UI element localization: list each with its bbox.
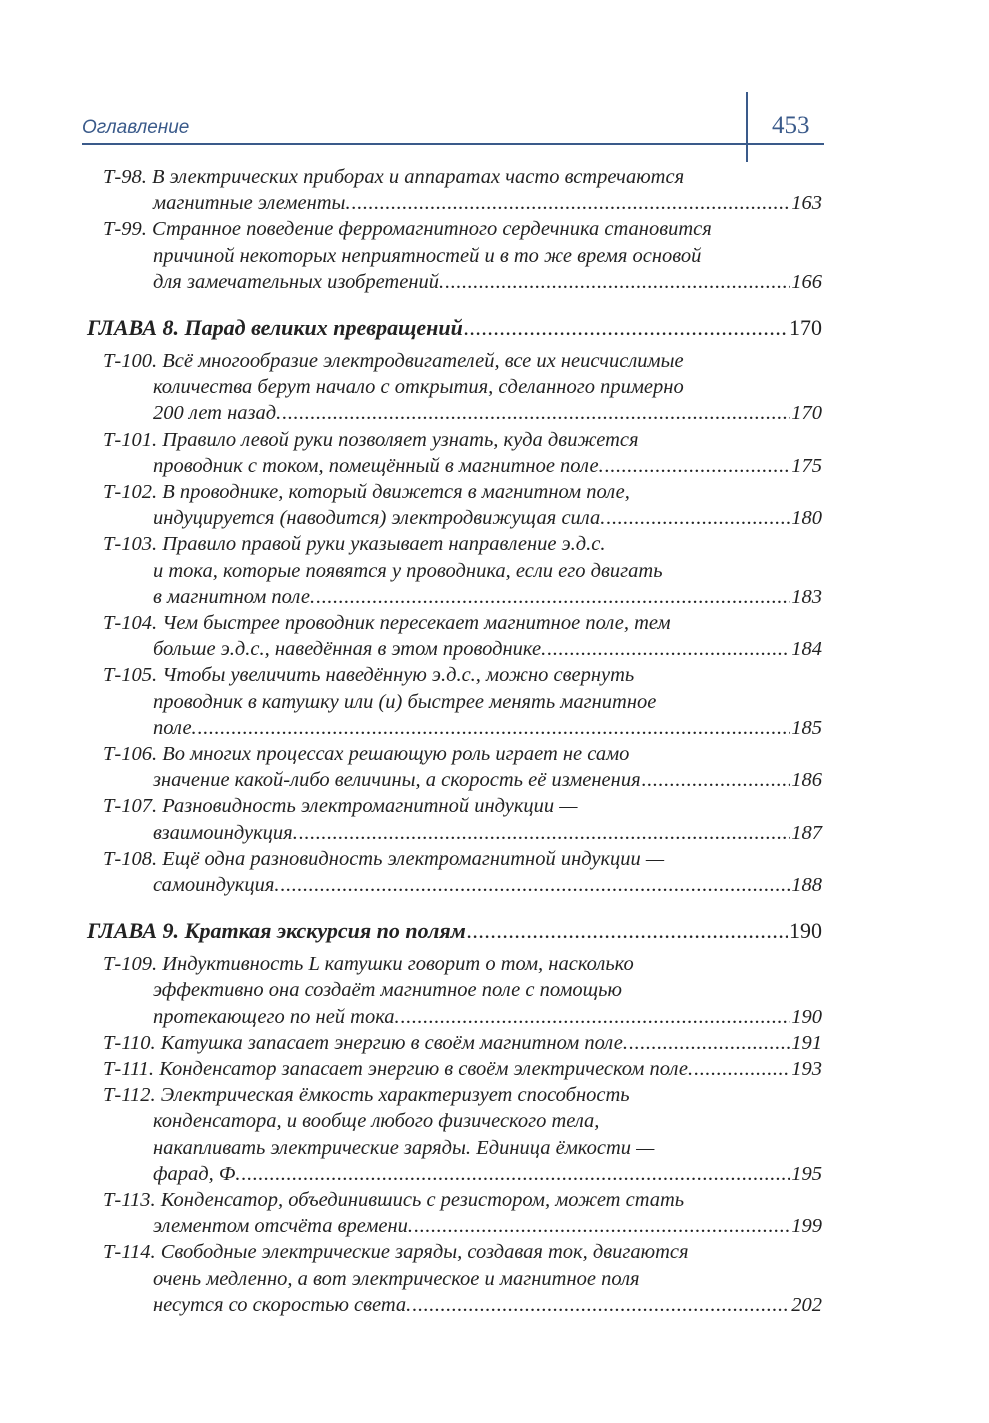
entry-line: больше э.д.с., наведённая в этом проводнике. [153, 638, 547, 661]
toc-entry [103, 1239, 689, 1265]
entry-line: Разновидность электромагнитной индукции — [162, 795, 578, 818]
entry-id: Т-100. [103, 350, 158, 372]
toc-entry-continuation[interactable] [153, 453, 822, 479]
entry-line: фарад, Ф. [153, 1162, 241, 1185]
toc-entry-continuation[interactable] [153, 715, 822, 741]
entry-line: проводник с током, помещённый в магнитное поле. [153, 454, 604, 477]
page-number: 453 [772, 112, 810, 139]
entry-line: 200 лет назад. [153, 402, 282, 425]
dot-leader [642, 767, 791, 793]
dot-leader [316, 584, 790, 610]
dot-leader [467, 918, 788, 944]
entry-line: Конденсатор, объединившись с резистором, может стать [160, 1189, 685, 1211]
toc-entry-continuation[interactable] [153, 1004, 822, 1030]
entry-text [153, 1004, 400, 1030]
entry-line: количества берут начало с открытия, сделанного примерно [153, 376, 684, 399]
entry-page: 166 [791, 270, 822, 293]
entry-page: 193 [791, 1058, 822, 1080]
toc-entry-continuation [153, 977, 622, 1003]
entry-text [153, 636, 546, 662]
toc-entry [103, 610, 671, 636]
entry-page: 184 [791, 638, 822, 661]
entry-text [103, 612, 671, 634]
entry-page: 195 [791, 1162, 822, 1185]
entry-line: для замечательных изобретений. [153, 270, 445, 293]
dot-leader [606, 505, 790, 531]
entry-line: Конденсатор запасает энергию в своём электрическом поле. [159, 1058, 694, 1080]
entry-page: 175 [791, 454, 822, 477]
toc-entry[interactable] [103, 1030, 822, 1056]
toc-entry-continuation[interactable] [153, 820, 822, 846]
entry-line: Индуктивность L катушки говорит о том, насколько [162, 953, 634, 976]
chapter-title: ГЛАВА 9. Краткая экскурсия по полям [87, 918, 466, 944]
entry-line: поле. [153, 716, 197, 739]
entry-line: Чтобы увеличить наведённую э.д.с., можно свернуть [162, 664, 635, 687]
entry-line: проводник в катушку или (и) быстрее менять магнитное [153, 690, 657, 713]
toc-entry [103, 479, 630, 505]
entry-page: 190 [791, 1005, 822, 1028]
entry-text [153, 767, 641, 793]
entry-id: Т-99. [103, 218, 147, 241]
entry-id: Т-102. [103, 481, 158, 503]
entry-text [103, 953, 634, 975]
entry-line: Странное поведение ферромагнитного сердечника становится [151, 218, 712, 241]
entry-id: Т-103. [103, 533, 158, 556]
entry-line: Свободные электрические заряды, создавая ток, двигаются [160, 1241, 689, 1264]
entry-id: Т-113. [103, 1189, 156, 1211]
entry-id: Т-104. [103, 612, 158, 634]
entry-line: Во многих процессах решающую роль играет не само [162, 743, 630, 765]
entry-text [103, 429, 639, 451]
toc-entry [103, 741, 629, 767]
toc-entry [103, 216, 712, 242]
entry-page: 191 [791, 1031, 822, 1054]
entry-page: 170 [791, 402, 822, 425]
dot-leader [198, 715, 791, 741]
dot-leader [352, 190, 791, 216]
entry-id: Т-106. [103, 743, 158, 765]
dot-leader [464, 315, 788, 341]
entry-text [153, 1161, 241, 1187]
entry-text [153, 1292, 411, 1318]
entry-text [153, 245, 701, 267]
entry-page: 199 [791, 1215, 822, 1238]
toc-entry-continuation[interactable] [153, 190, 822, 216]
entry-text [153, 269, 444, 295]
entry-text [153, 1110, 599, 1132]
entry-line: взаимоиндукция. [153, 821, 298, 844]
entry-text [103, 350, 684, 372]
entry-page: 163 [791, 192, 822, 215]
entry-line: Всё многообразие электродвигателей, все их неисчислимые [162, 350, 684, 372]
entry-text [103, 848, 664, 870]
toc-entry-continuation[interactable] [153, 636, 822, 662]
entry-text [103, 1056, 693, 1082]
toc-entry-continuation[interactable] [153, 1161, 822, 1187]
running-header-title: Оглавление [82, 117, 190, 138]
entry-text [153, 584, 315, 610]
entry-text [153, 190, 351, 216]
dot-leader [281, 872, 791, 898]
entry-line: Ещё одна разновидность электромагнитной индукции — [162, 847, 665, 870]
entry-id: Т-111. [103, 1058, 155, 1080]
entry-page: 188 [791, 874, 822, 896]
entry-text [103, 664, 634, 686]
header-rule [82, 143, 824, 145]
entry-line: протекающего по ней тока. [153, 1005, 400, 1028]
entry-page: 180 [791, 507, 822, 530]
entry-line: причиной некоторых неприятностей и в то же время основой [153, 244, 702, 267]
toc-entry [103, 1187, 684, 1213]
toc-chapter[interactable] [87, 918, 822, 944]
toc-entry-continuation[interactable] [153, 767, 822, 793]
toc-entry [103, 164, 684, 190]
dot-leader [445, 269, 790, 295]
toc-entry-continuation [153, 1266, 640, 1292]
toc-entry-continuation[interactable] [153, 269, 822, 295]
toc-entry-continuation [153, 689, 656, 715]
entry-line: Чем быстрее проводник пересекает магнитное поле, тем [162, 612, 671, 634]
entry-text [153, 872, 280, 898]
entry-line: Катушка запасает энергию в своём магнитном поле. [160, 1031, 628, 1054]
entry-text [153, 453, 604, 479]
toc-entry[interactable] [103, 1056, 822, 1082]
dot-leader [299, 820, 790, 846]
entry-id: Т-105. [103, 664, 158, 687]
entry-page: 202 [791, 1293, 822, 1316]
entry-line: В электрических приборах и аппаратах часто встречаются [151, 166, 685, 188]
entry-line: индуцируется (наводится) электродвижущая сила. [153, 507, 606, 530]
entry-line: В проводнике, который движется в магнитном поле, [162, 481, 630, 503]
toc-entry-continuation [153, 1108, 599, 1134]
entry-text [153, 400, 281, 426]
dot-leader [547, 636, 790, 662]
entry-id: Т-98. [103, 166, 147, 188]
dot-leader [242, 1161, 791, 1187]
dot-leader [282, 400, 790, 426]
toc-entry [103, 1082, 630, 1108]
entry-text [103, 795, 578, 817]
entry-line: эффективно она создаёт магнитное поле с помощью [153, 979, 622, 1002]
entry-line: несутся со скоростью света. [153, 1293, 412, 1316]
entry-text [153, 1268, 640, 1290]
entry-text [153, 979, 622, 1001]
header-vertical-rule [746, 92, 748, 162]
dot-leader [605, 453, 791, 479]
entry-line: конденсатора, и вообще любого физического тела, [153, 1110, 600, 1133]
entry-text [153, 560, 663, 582]
toc-entry-continuation[interactable] [153, 1292, 822, 1318]
toc-entry-continuation[interactable] [153, 505, 822, 531]
dot-leader [694, 1056, 790, 1082]
entry-line: магнитные элементы. [153, 192, 351, 215]
toc-entry [103, 662, 634, 688]
entry-id: Т-110. [103, 1031, 156, 1054]
entry-line: и тока, которые появятся у проводника, если его двигать [153, 559, 663, 582]
chapter-title: ГЛАВА 8. Парад великих превращений [87, 315, 463, 340]
entry-line: Электрическая ёмкость характеризует способность [160, 1084, 630, 1107]
dot-leader [412, 1292, 790, 1318]
entry-page: 185 [791, 716, 822, 739]
toc-entry [103, 951, 634, 977]
toc-entry-continuation [153, 558, 663, 584]
entry-text [103, 1189, 684, 1211]
entry-line: в магнитном поле. [153, 585, 316, 608]
entry-id: Т-109. [103, 953, 158, 976]
toc-entry [103, 348, 684, 374]
dot-leader [401, 1004, 791, 1030]
entry-page: 187 [791, 821, 822, 844]
toc-entry-continuation[interactable] [153, 1213, 822, 1239]
entry-page: 183 [791, 585, 822, 608]
entry-text [103, 218, 712, 240]
chapter-page: 170 [789, 315, 822, 340]
entry-line: элементом отсчёта времени. [153, 1215, 414, 1238]
chapter-page: 190 [789, 918, 822, 944]
toc-entry-continuation [153, 243, 701, 269]
entry-line: самоиндукция. [153, 874, 280, 896]
toc-chapter[interactable] [87, 315, 822, 341]
toc-entry-continuation [153, 1135, 654, 1161]
toc-entry-continuation[interactable] [153, 584, 822, 610]
toc-entry [103, 531, 606, 557]
entry-id: Т-112. [103, 1084, 156, 1107]
toc-entry-continuation [153, 374, 684, 400]
entry-text [103, 481, 630, 503]
toc-entry-continuation[interactable] [153, 400, 822, 426]
entry-line: накапливать электрические заряды. Единица ёмкости — [153, 1136, 655, 1159]
entry-text [103, 743, 629, 765]
entry-text [153, 691, 656, 713]
dot-leader [414, 1213, 790, 1239]
entry-text [153, 820, 298, 846]
entry-id: Т-107. [103, 795, 158, 818]
entry-id: Т-108. [103, 847, 158, 870]
entry-text [153, 1137, 654, 1159]
toc-entry [103, 793, 578, 819]
entry-text [153, 376, 684, 398]
entry-line: значение какой-либо величины, а скорость её изменения [153, 769, 641, 792]
entry-line: Правило правой руки указывает направление э.д.с. [162, 533, 606, 556]
toc-entry [103, 427, 639, 453]
entry-text [103, 1084, 630, 1106]
toc-entry-continuation[interactable] [153, 872, 822, 898]
entry-id: Т-101. [103, 428, 158, 451]
entry-text [153, 505, 605, 531]
entry-line: Правило левой руки позволяет узнать, куда движется [162, 428, 639, 451]
entry-text [103, 1241, 689, 1263]
entry-text [103, 533, 606, 555]
entry-line: очень медленно, а вот электрическое и магнитное поля [153, 1267, 640, 1290]
entry-id: Т-114. [103, 1241, 156, 1264]
dot-leader [629, 1030, 790, 1056]
entry-text [103, 1030, 628, 1056]
toc-entry [103, 846, 664, 872]
entry-text [153, 715, 197, 741]
entry-text [153, 1213, 413, 1239]
entry-page: 186 [791, 769, 822, 792]
entry-text [103, 166, 684, 188]
